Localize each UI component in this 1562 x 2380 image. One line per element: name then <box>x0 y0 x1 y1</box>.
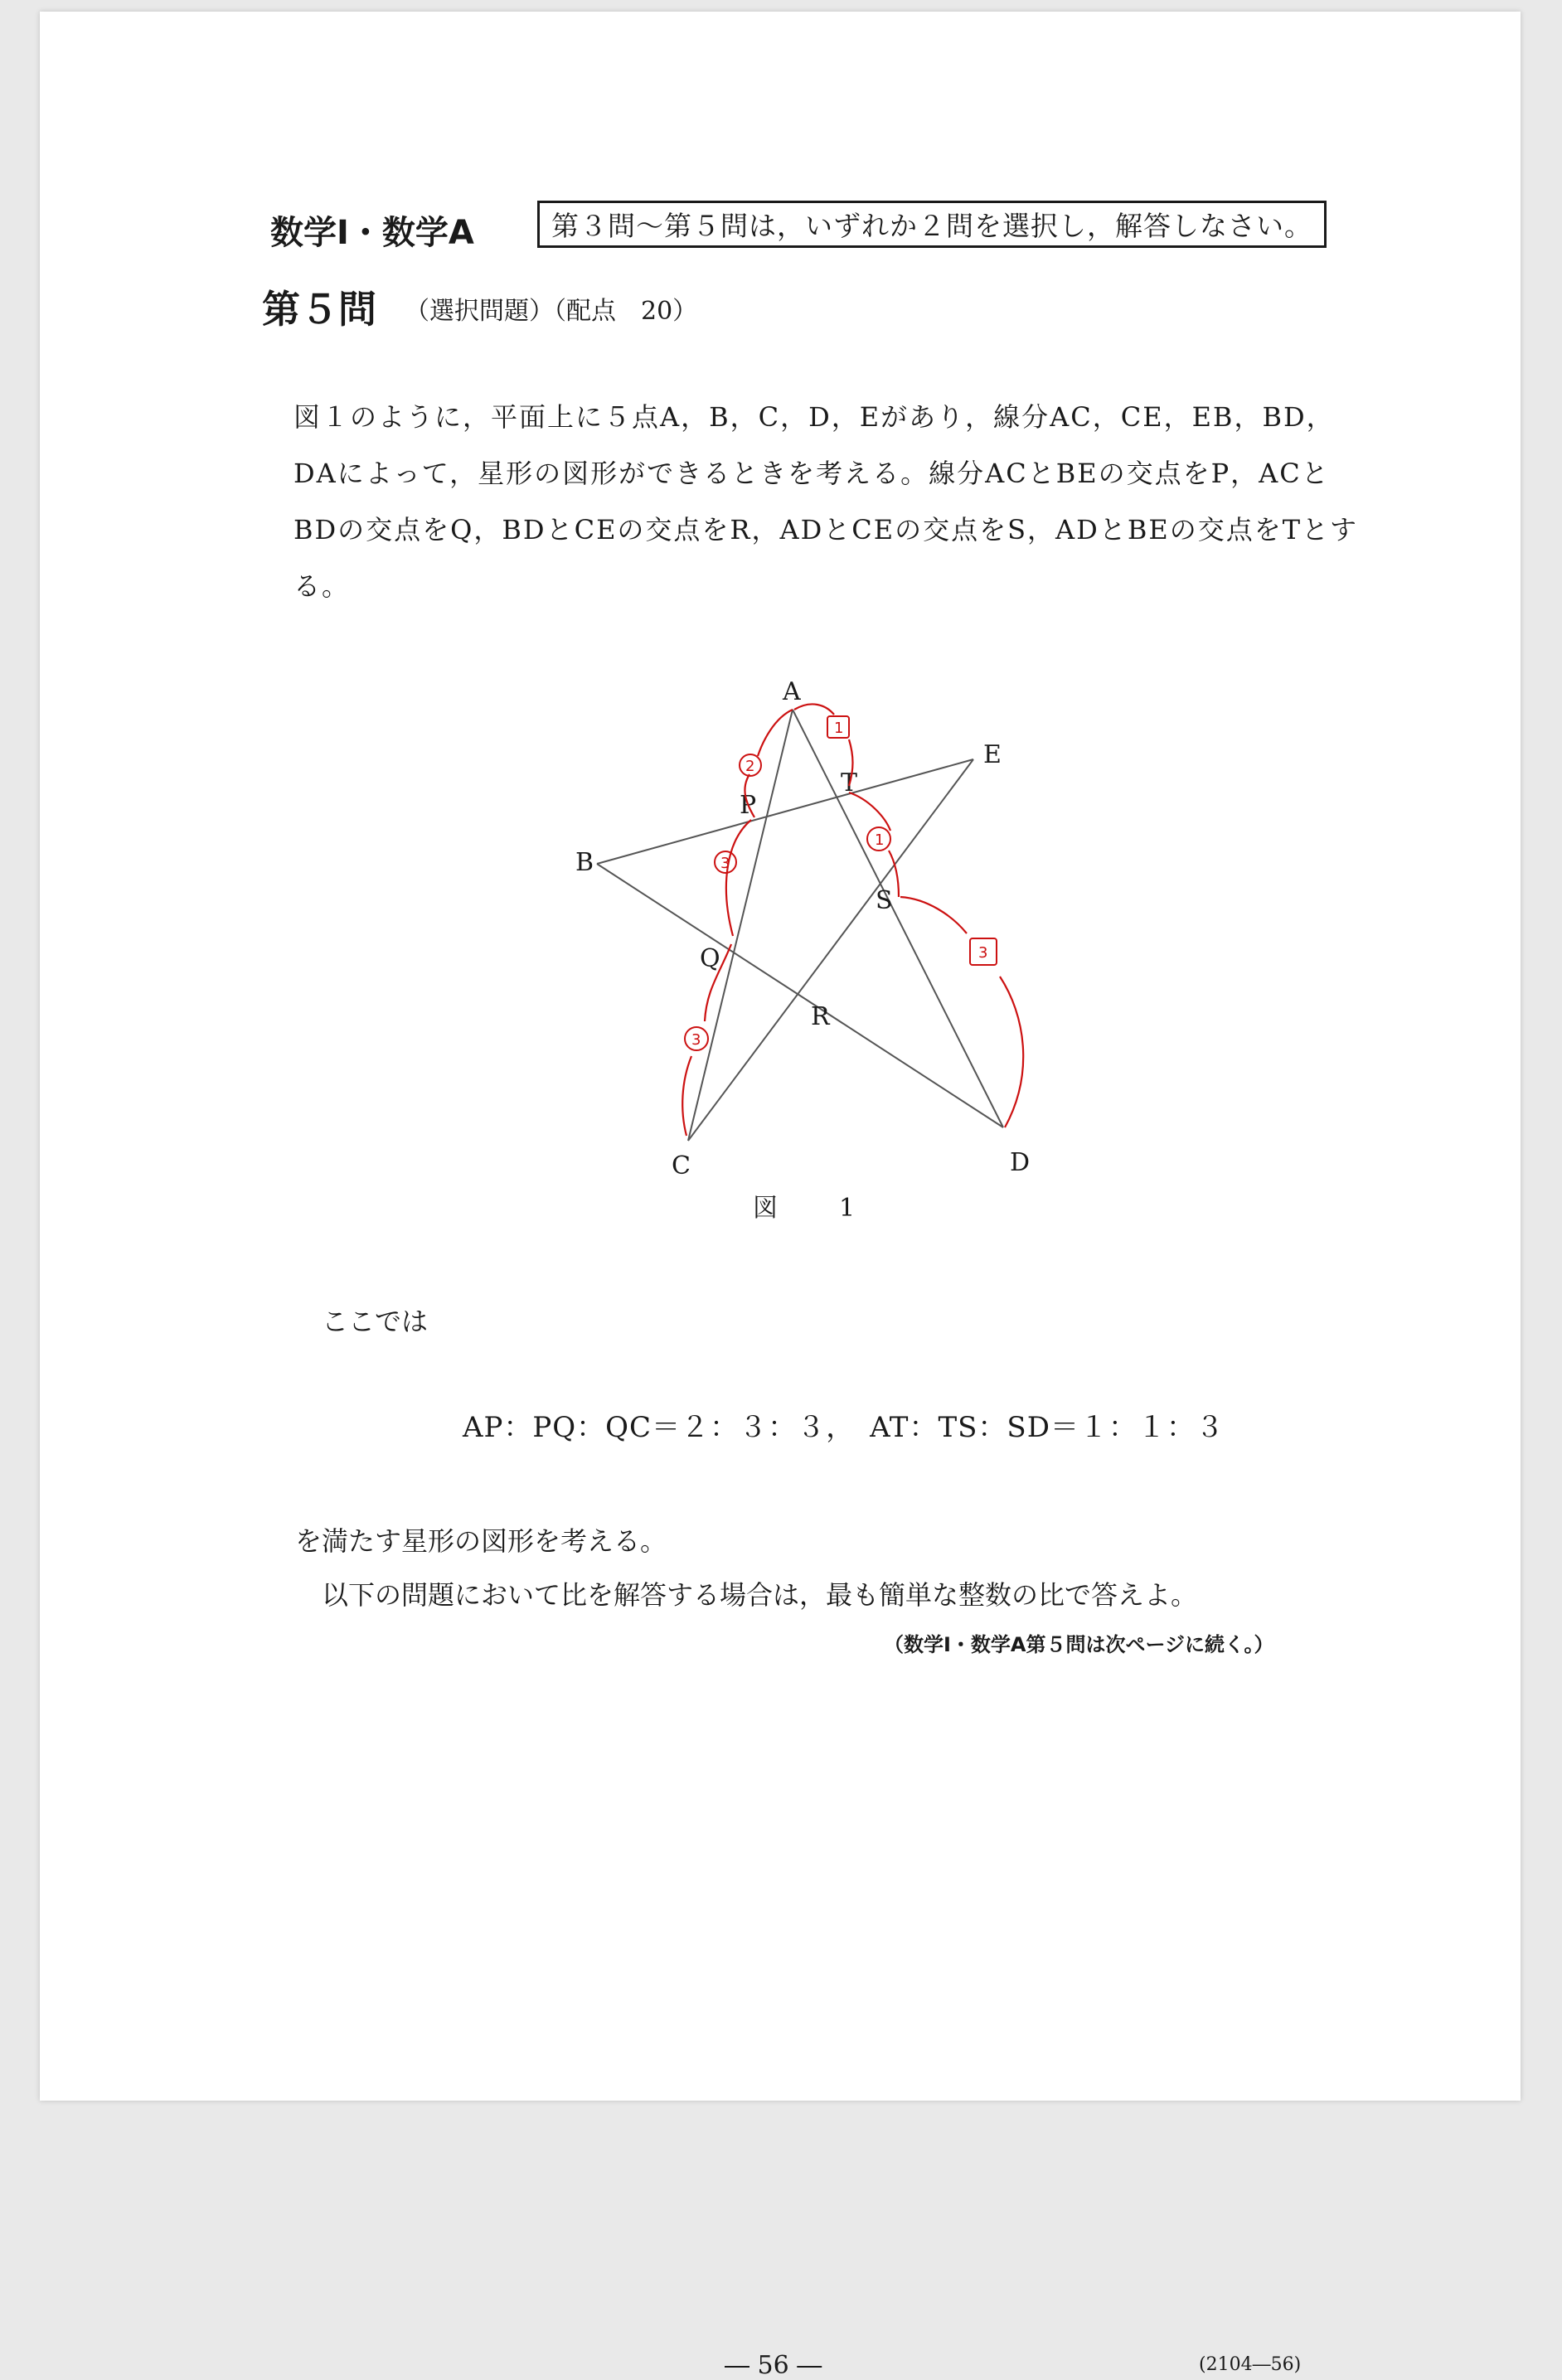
subject-title: 数学Ⅰ・数学A <box>270 214 474 252</box>
at-ratio-mark: 1 <box>834 720 844 737</box>
ratio-formula: AP：PQ：QC＝２：３：３， AT：TS：SD＝１：１：３ <box>463 1411 1225 1444</box>
point-a-label: A <box>783 677 801 706</box>
point-c-label: C <box>672 1151 691 1180</box>
answer-instruction: 以下の問題において比を解答する場合は，最も簡単な整数の比で答えよ。 <box>322 1579 1198 1611</box>
exam-page <box>40 12 1521 2380</box>
problem-statement: 図１のように，平面上に５点A，B，C，D，Eがあり，線分AC，CE，EB，BD，DAによって，星形の図形ができるときを考える。線分ACとBEの交点をP，ACとBDの交点をQ，BDとCEの交点をR，ADとCEの交点をS，ADとBEの交点をTとする。 <box>293 401 1359 602</box>
star-diagram <box>529 666 1159 1180</box>
continued-note: （数学Ⅰ・数学A第５問は次ページに続く。） <box>884 1633 1274 1656</box>
point-q-label: Q <box>700 944 720 973</box>
figure-caption: 図 1 <box>753 1194 874 1223</box>
ts-ratio-mark: 1 <box>875 831 885 849</box>
point-r-label: R <box>811 1002 830 1031</box>
segment-ac <box>688 710 793 1141</box>
here-text: ここでは <box>322 1306 429 1337</box>
star-lines <box>597 710 1003 1141</box>
page-code: (2104―56) <box>1199 2354 1302 2375</box>
question-note: （選択問題）（配点 20） <box>405 297 698 326</box>
consider-text: を満たす星形の図形を考える。 <box>295 1525 667 1557</box>
arc-pq <box>726 820 751 936</box>
point-s-label: S <box>876 886 893 915</box>
question-number: 第５問 <box>262 287 376 332</box>
page-number: ― 56 ― <box>725 2351 822 2380</box>
point-b-label: B <box>575 848 594 877</box>
arc-ts-upper <box>849 793 890 831</box>
point-e-label: E <box>983 740 1002 769</box>
point-d-label: D <box>1010 1148 1031 1177</box>
point-p-label: P <box>740 791 757 820</box>
segment-bd <box>597 864 1003 1127</box>
qc-ratio-mark: 3 <box>691 1031 701 1049</box>
arc-at-left <box>794 704 834 715</box>
arc-sd-lower <box>1000 977 1023 1127</box>
star-figure <box>529 666 1159 1184</box>
sd-ratio-mark: 3 <box>978 944 988 962</box>
segment-eb <box>597 759 973 864</box>
ap-ratio-mark: 2 <box>745 758 755 775</box>
arc-sd-upper <box>900 897 967 933</box>
selection-instruction-box: 第３問～第５問は，いずれか２問を選択し，解答しなさい。 <box>537 201 1327 248</box>
segment-da <box>793 710 1003 1127</box>
pq-ratio-mark: 3 <box>720 855 730 872</box>
point-t-label: T <box>841 768 858 797</box>
arc-qc-lower <box>682 1056 691 1136</box>
